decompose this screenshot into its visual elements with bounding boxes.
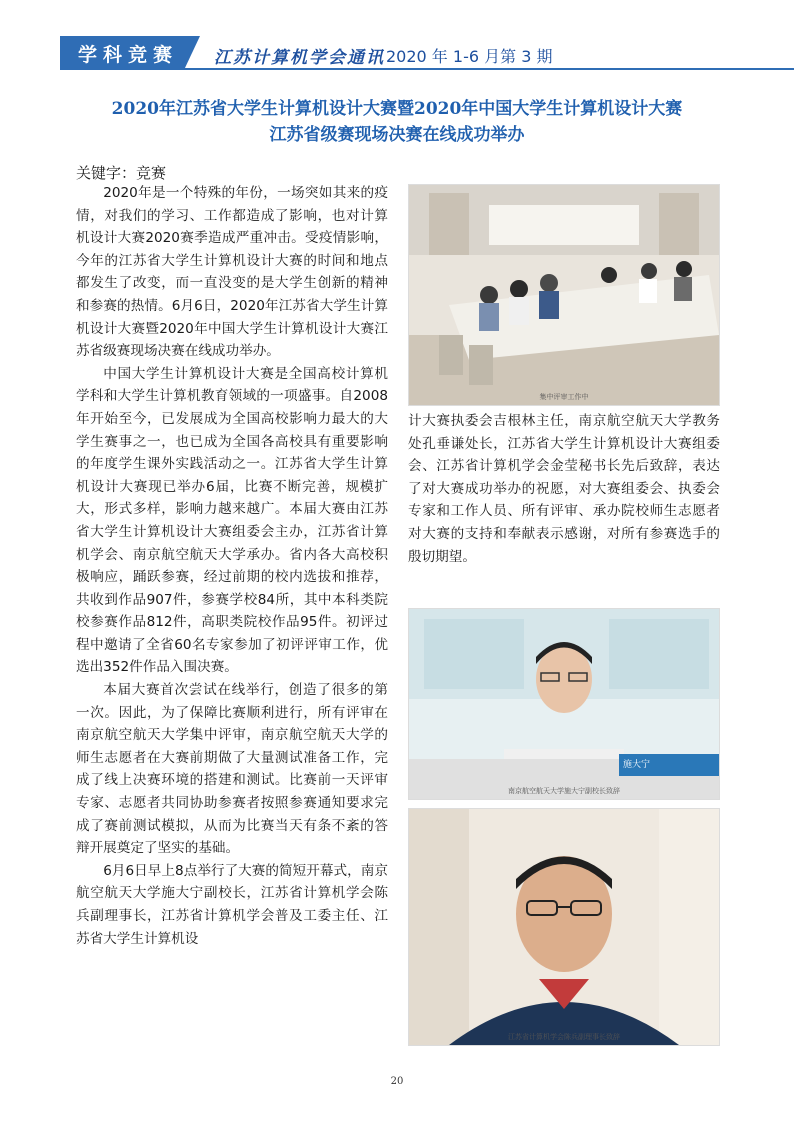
- photo-meeting-room: [408, 184, 720, 406]
- page-number: 20: [390, 1076, 404, 1087]
- article-title-line1: 2020年江苏省大学生计算机设计大赛暨2020年中国大学生计算机设计大赛: [111, 99, 683, 119]
- paragraph-right: 计大赛执委会吉根林主任，南京航空航天大学教务处孔垂谦处长，江苏省大学生计算机设计大赛组委会、江苏省计算机学会金莹秘书长先后致辞，表达了对大赛成功举办的祝愿，对大赛组委会、执委会专家和工作人员、所有评审、承办院校师生志愿者对大赛的支持和奉献表示感谢，对所有参赛选手的殷切期望。: [408, 413, 720, 565]
- paragraph-1: 2020年是一个特殊的年份，一场突如其来的疫情，对我们的学习、工作都造成了影响，也对计算机设计大赛2020赛季造成严重冲击。受疫情影响，今年的江苏省大学生计算机设计大赛的时间和地点都发生了改变，而一直没变的是大学生创新的精神和参赛的热情。6月6日，2020年江苏省大学生计算机设计大赛暨2020年中国大学生计算机设计大赛江苏省级赛现场决赛在线成功举办。: [76, 185, 388, 360]
- photo-vice-president: [408, 608, 720, 800]
- photo-vice-president-caption: 南京航空航天大学施大宁副校长致辞: [508, 787, 620, 795]
- photo-deputy-director-caption: 江苏省计算机学会陈兵副理事长致辞: [508, 1033, 620, 1041]
- paragraph-3: 本届大赛首次尝试在线举行，创造了很多的第一次。因此，为了保障比赛顺利进行，所有评审在南京航空航天大学集中评审，南京航空航天大学的师生志愿者在大赛前期做了大量测试准备工作，完成了线上决赛环境的搭建和测试。比赛前一天评审专家、志愿者共同协助参赛者按照参赛通知要求完成了赛前测试模拟，从而为比赛当天有条不紊的答辩开展奠定了坚实的基础。: [76, 682, 388, 857]
- article-title: [60, 96, 734, 148]
- paragraph-2: 中国大学生计算机设计大赛是全国高校计算机学科和大学生计算机教育领域的一项盛事。自2008年开始至今，已发展成为全国高校影响力最大的大学生赛事之一，也已成为全国各高校具有重要影响的年度学生课外实践活动之一。江苏省大学生计算机设计大赛现已举办6届，比赛不断完善，规模扩大，形式多样，影响力越来越广。本届大赛由江苏省大学生计算机设计大赛组委会主办，江苏省计算机学会、南京航空航天大学承办。省内各大高校积极响应，踊跃参赛，经过前期的校内选拔和推荐，共收到作品907件，参赛学校84所，其中本科类院校参赛作品812件，高职类院校作品95件。初评过程中邀请了全省60名专家参加了初评评审工作，优选出352件作品入围决赛。: [76, 365, 388, 676]
- paragraph-4: 6月6日早上8点举行了大赛的简短开幕式，南京航空航天大学施大宁副校长，江苏省计算机学会陈兵副理事长，江苏省计算机学会普及工委主任、江苏省大学生计算机设: [76, 862, 388, 947]
- meeting-room-illustration: [409, 185, 719, 405]
- deputy-director-illustration: [409, 809, 719, 1045]
- photo-deputy-director: [408, 808, 720, 1046]
- left-column: [76, 182, 388, 950]
- vice-president-illustration: [409, 609, 719, 799]
- right-column: [408, 410, 720, 568]
- article-title-line2: 江苏省级赛现场决赛在线成功举办: [269, 125, 525, 145]
- nameplate-vice-president: 施大宁: [623, 760, 651, 770]
- article-keywords: 关键字：竞赛: [76, 164, 167, 182]
- photo-meeting-room-caption: 集中评审工作中: [539, 393, 589, 401]
- header-journal-name: 江苏计算机学会通讯: [214, 48, 385, 68]
- header-issue: 2020 年 1-6 月第 3 期: [386, 47, 553, 66]
- header-section-label: 学科竞赛: [78, 44, 179, 66]
